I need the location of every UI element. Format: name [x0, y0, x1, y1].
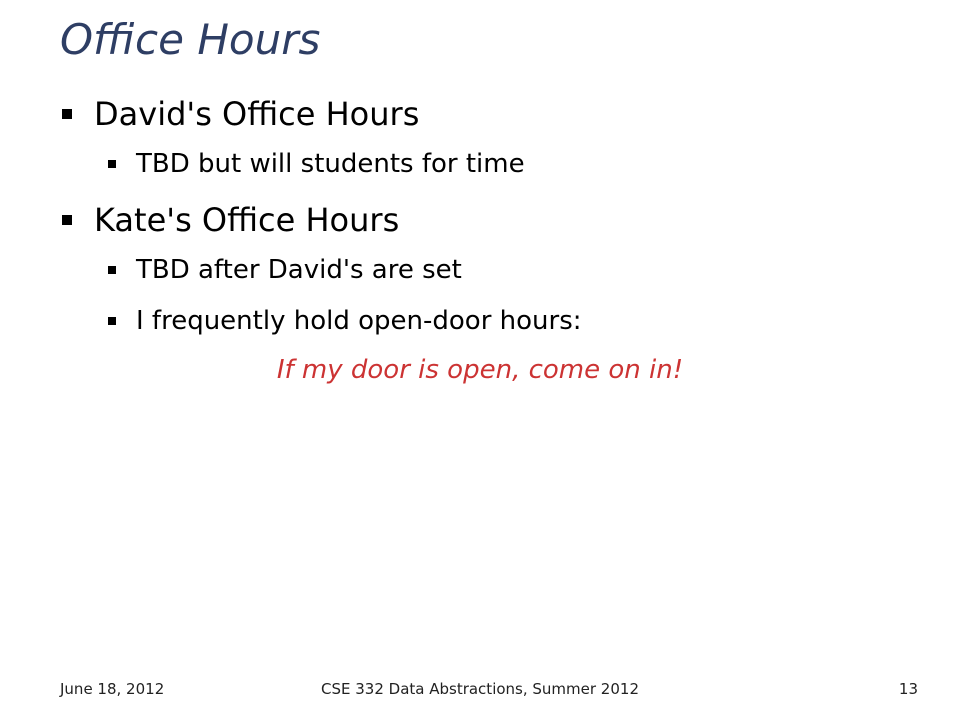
emphasis-line: If my door is open, come on in!: [276, 355, 684, 385]
square-bullet-icon: [108, 266, 116, 274]
slide-title: Office Hours: [60, 15, 321, 64]
bullet-text: Kate's Office Hours: [94, 201, 400, 239]
bullet-text: David's Office Hours: [94, 95, 420, 133]
square-bullet-icon: [62, 215, 72, 225]
footer-date: June 18, 2012: [60, 680, 165, 698]
footer-page-number: 13: [898, 680, 918, 698]
square-bullet-icon: [62, 109, 72, 119]
bullet-text: TBD after David's are set: [136, 255, 462, 285]
square-bullet-icon: [108, 317, 116, 325]
bullet-text: TBD but will students for time: [136, 149, 525, 179]
square-bullet-icon: [108, 160, 116, 168]
bullet-text: I frequently hold open-door hours:: [136, 306, 582, 336]
footer-course: CSE 332 Data Abstractions, Summer 2012: [321, 680, 639, 698]
